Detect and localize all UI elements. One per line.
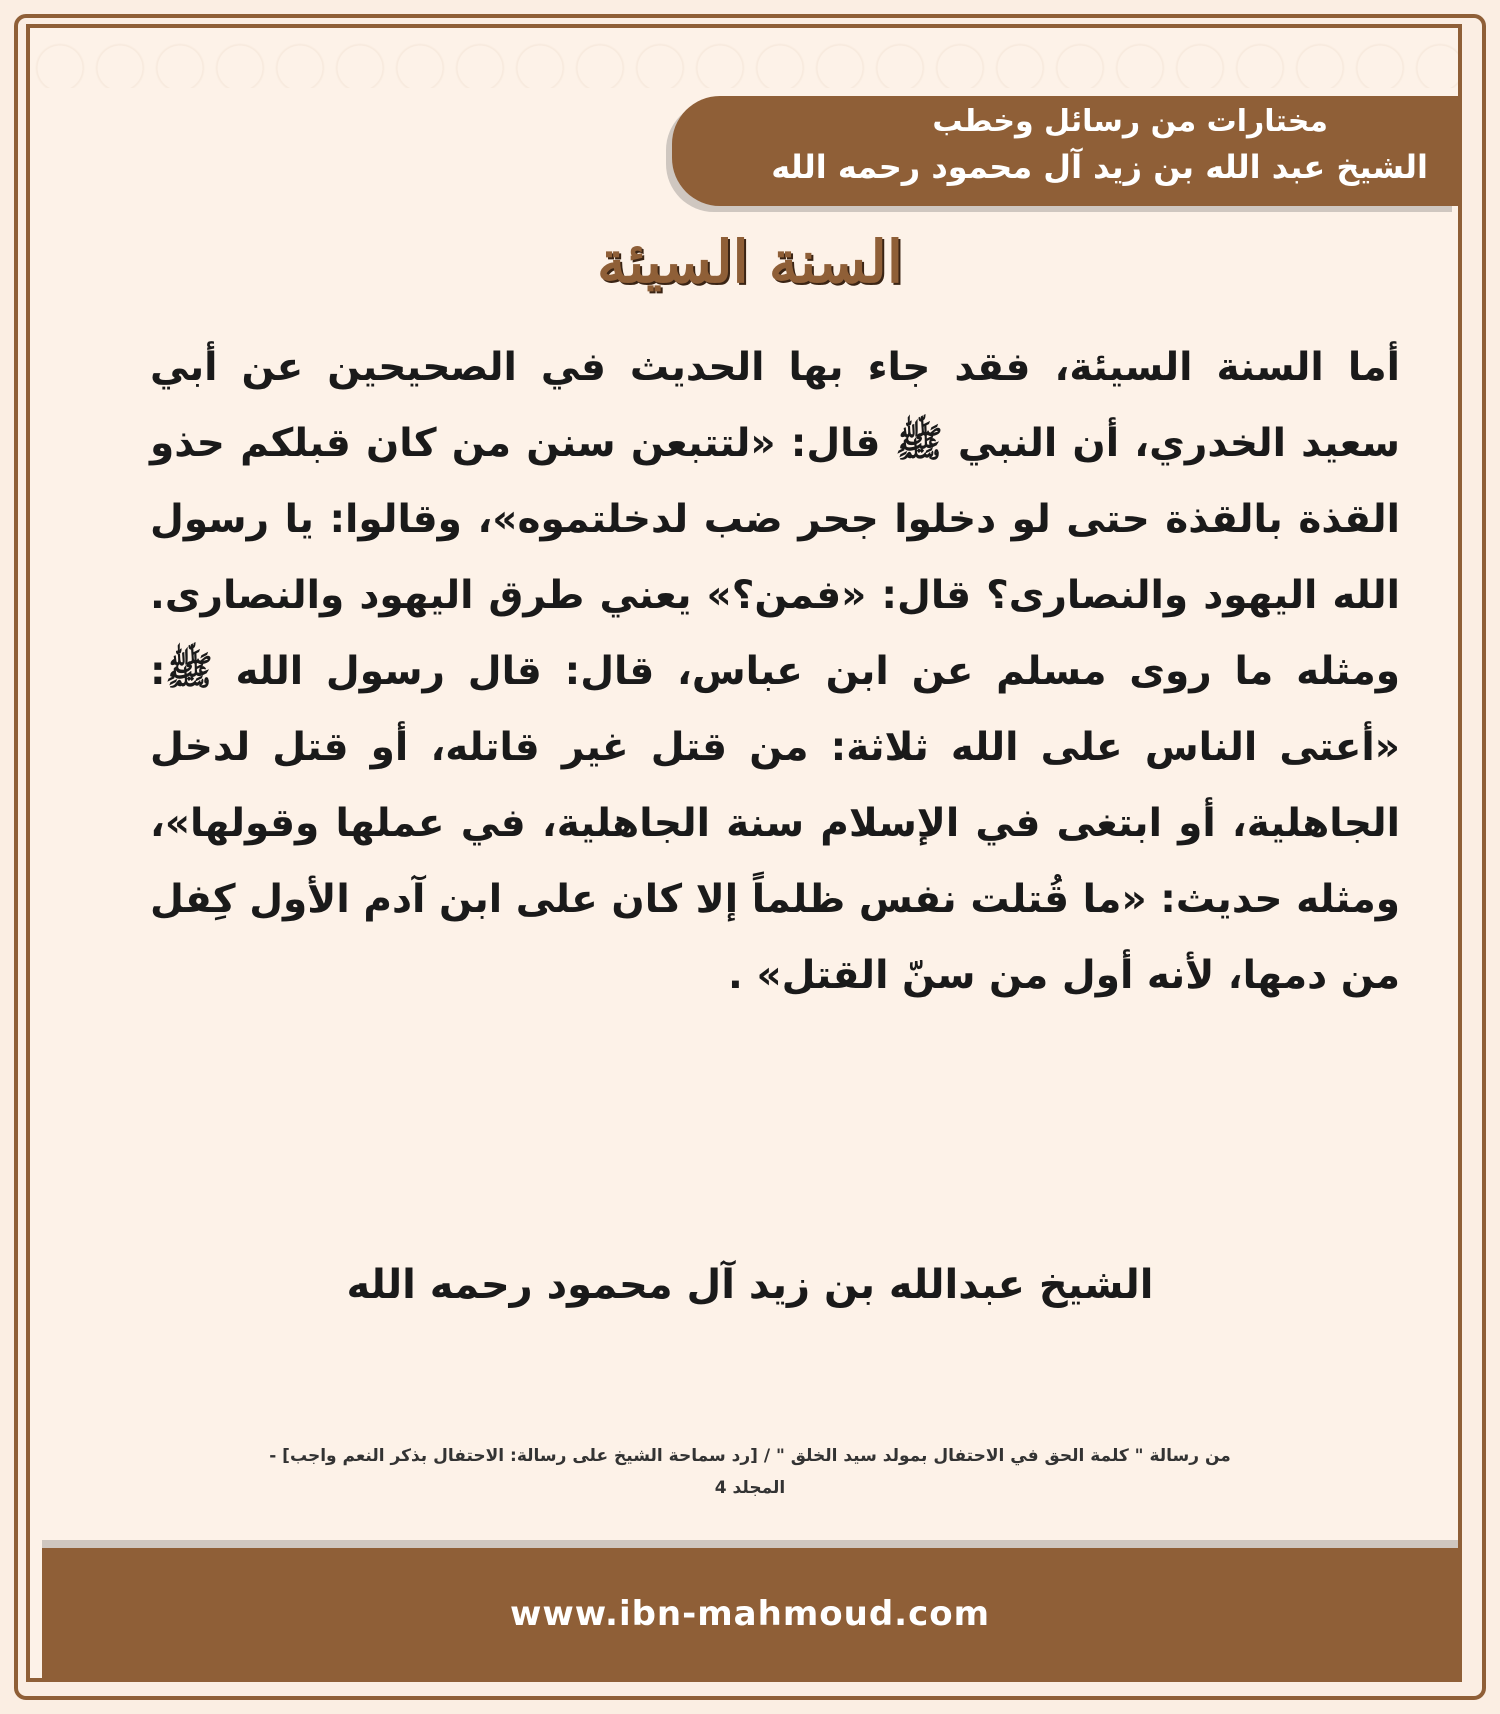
header-author-name: الشيخ عبد الله بن زيد آل محمود رحمه الله: [771, 148, 1428, 186]
website-url[interactable]: www.ibn-mahmoud.com: [509, 1594, 991, 1634]
decorative-pattern: [30, 28, 1458, 98]
source-citation: [120, 1440, 1380, 1504]
footer-shadow: [42, 1540, 1458, 1548]
article-body: أما السنة السيئة، فقد جاء بها الحديث في الصحيحين عن أبي سعيد الخدري، أن النبي ﷺ قال: «لتتبعن سنن من كان قبلكم حذو القذة بالقذة حتى لو دخلوا جحر ضب لدخلتموه»، وقالوا: يا رسول الله اليهود والنصارى؟ قال: «فمن؟» يعني طرق اليهود والنصارى. ومثله ما روى مسلم عن ابن عباس، قال: قال رسول الله ﷺ: «أعتى الناس على الله ثلاثة: من قتل غير قاتله، أو قتل لدخل الجاهلية، أو ابتغى في الإسلام سنة الجاهلية، في عملها وقولها»، ومثله حديث: «ما قُتلت نفس ظلماً إلا كان على ابن آدم الأول كِفل من دمها، لأنه أول من سنّ القتل» .: [150, 345, 1400, 998]
footer-banner: [42, 1548, 1458, 1680]
source-citation-line1: من رسالة " كلمة الحق في الاحتفال بمولد سيد الخلق " / [رد سماحة الشيخ على رسالة: الاحتفال بذكر النعم واجب] -: [269, 1446, 1231, 1466]
header-banner: [672, 96, 1458, 206]
source-citation-line2: المجلد 4: [714, 1478, 786, 1498]
author-signature: الشيخ عبدالله بن زيد آل محمود رحمه الله: [346, 1262, 1154, 1308]
header-series-title: مختارات من رسائل وخطب: [932, 104, 1328, 139]
article-title: السنة السيئة: [597, 228, 903, 296]
